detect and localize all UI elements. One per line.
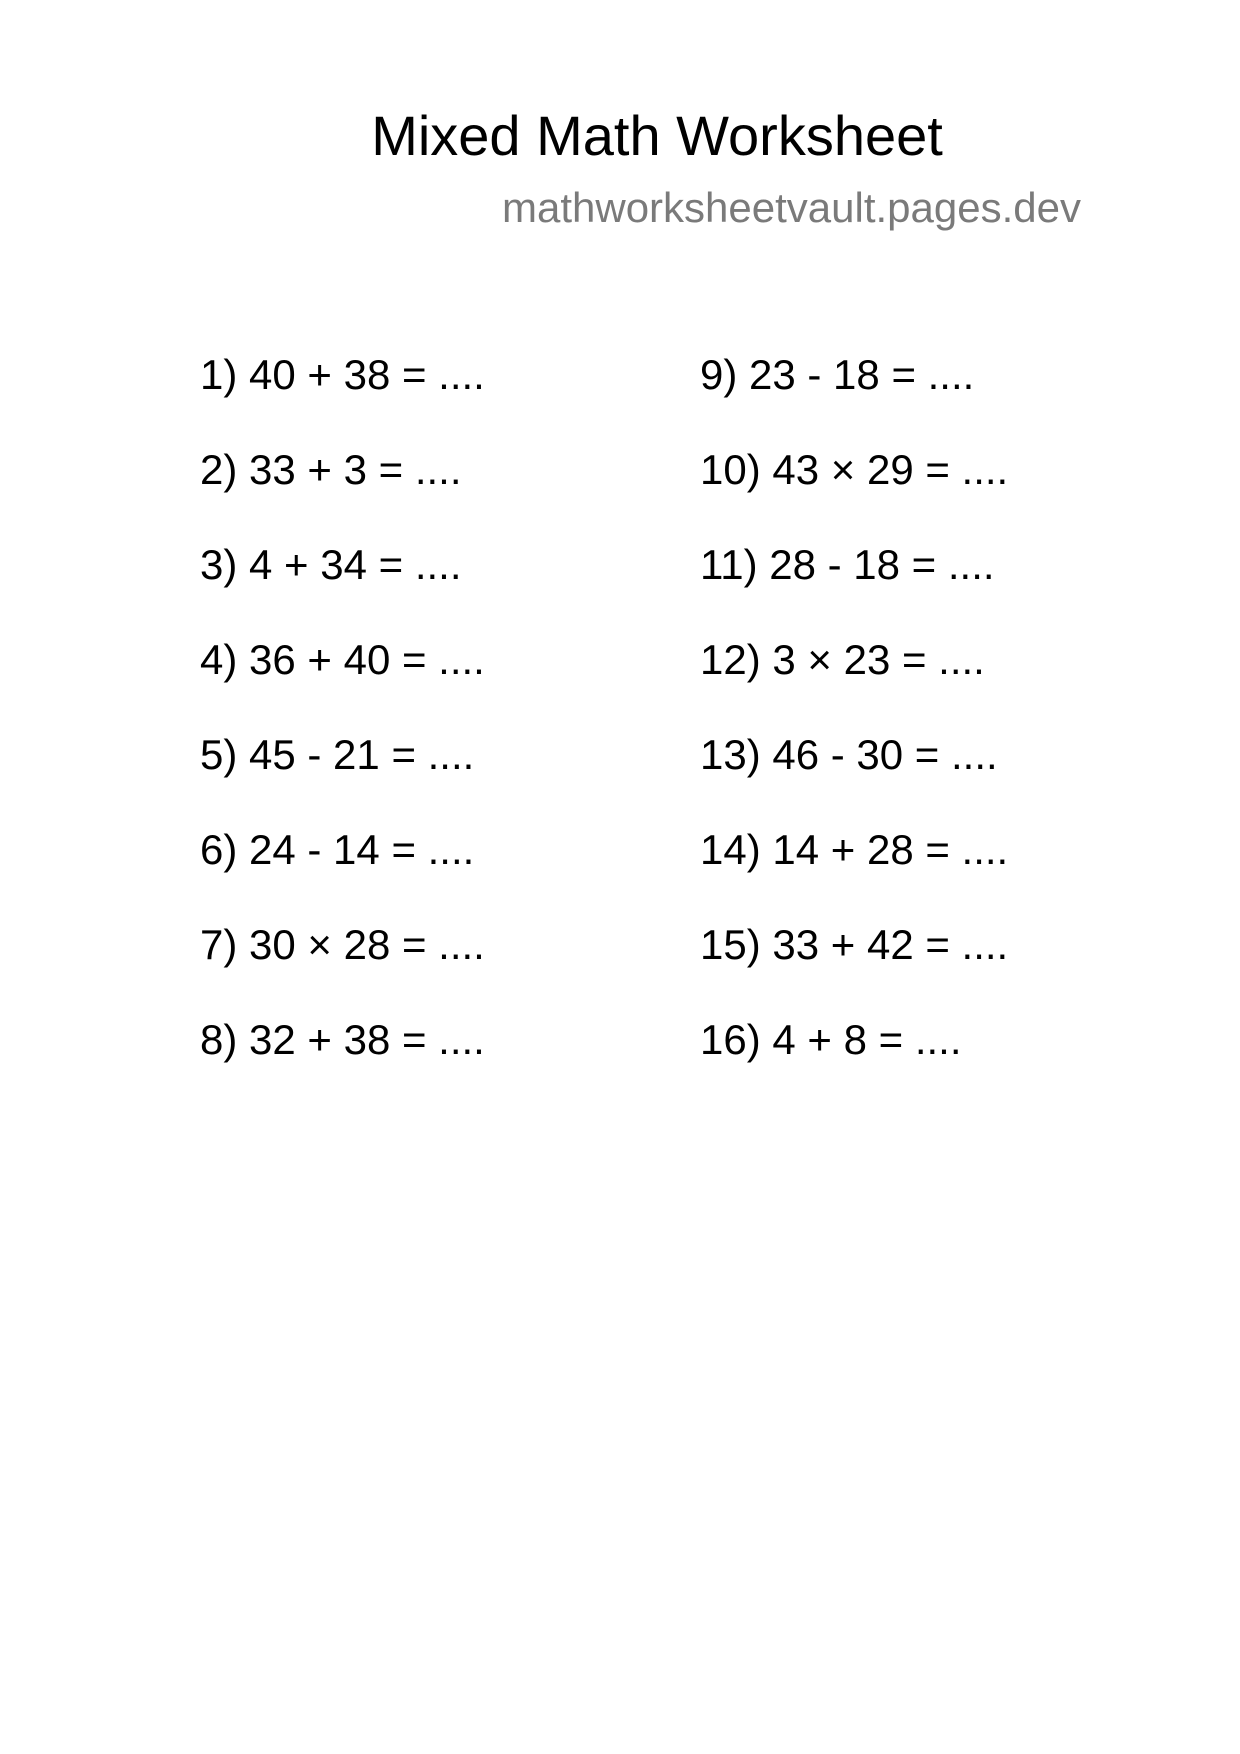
- problem-item: 5) 45 - 21 = ....: [200, 731, 475, 778]
- problem-item: 16) 4 + 8 = ....: [700, 1016, 962, 1063]
- problem-item: 8) 32 + 38 = ....: [200, 1016, 485, 1063]
- problem-item: 11) 28 - 18 = ....: [700, 541, 995, 588]
- problem-item: 1) 40 + 38 = ....: [200, 351, 485, 398]
- problem-item: 14) 14 + 28 = ....: [700, 826, 1009, 873]
- problem-item: 13) 46 - 30 = ....: [700, 731, 998, 778]
- problem-item: 10) 43 × 29 = ....: [700, 446, 1009, 493]
- problem-item: 4) 36 + 40 = ....: [200, 636, 485, 683]
- page-title: Mixed Math Worksheet: [371, 104, 943, 167]
- problem-column-right: [700, 345, 1160, 1105]
- problem-item: 9) 23 - 18 = ....: [700, 351, 975, 398]
- problem-item: 3) 4 + 34 = ....: [200, 541, 462, 588]
- problem-item: 7) 30 × 28 = ....: [200, 921, 485, 968]
- problem-item: 12) 3 × 23 = ....: [700, 636, 985, 683]
- problem-column-left: [200, 345, 660, 1105]
- problem-item: 15) 33 + 42 = ....: [700, 921, 1009, 968]
- problem-item: 6) 24 - 14 = ....: [200, 826, 475, 873]
- problem-item: 2) 33 + 3 = ....: [200, 446, 462, 493]
- source-url: mathworksheetvault.pages.dev: [502, 184, 1081, 231]
